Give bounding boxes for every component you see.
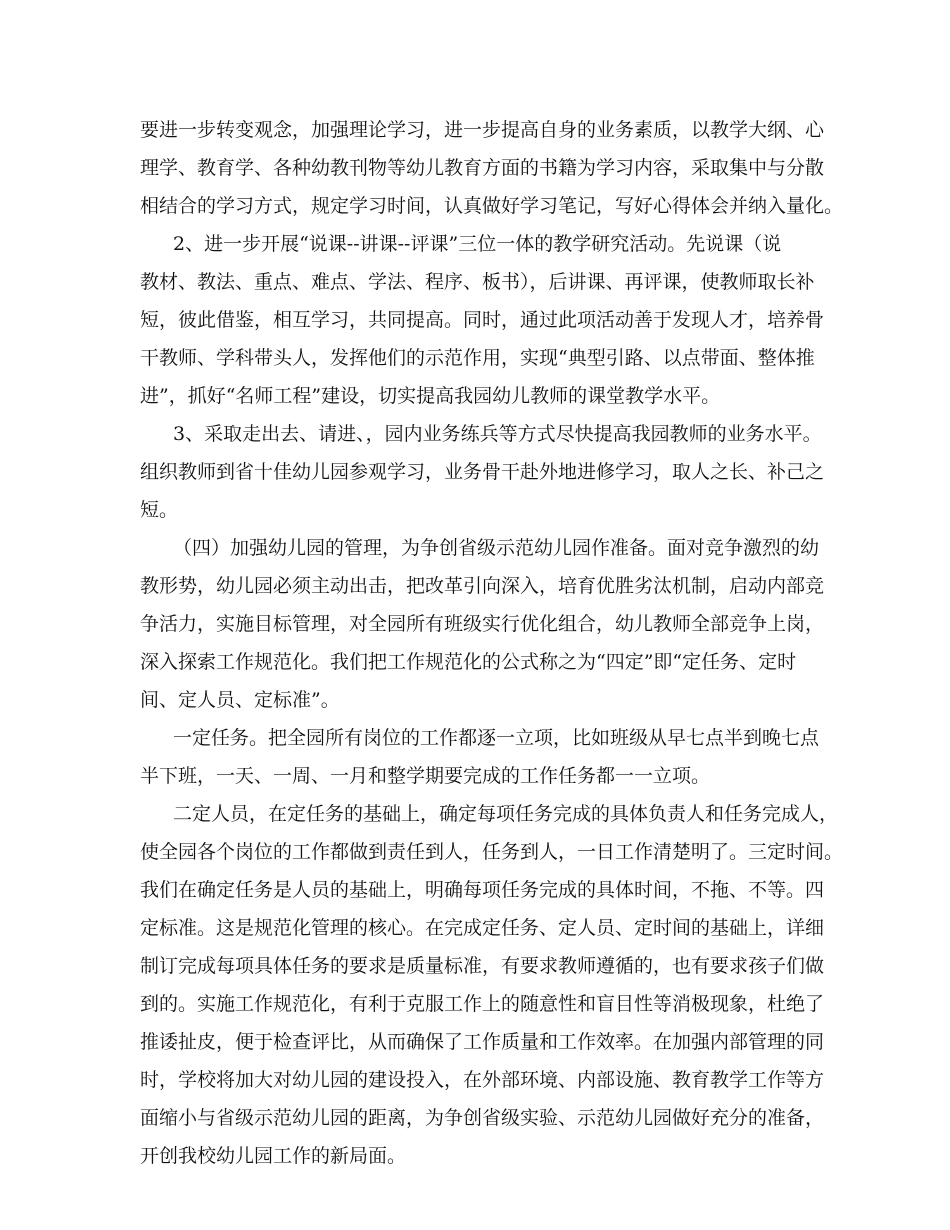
text-line: 开创我校幼儿园工作的新局面。	[140, 1145, 407, 1167]
text-line: 面缩小与省级示范幼儿园的距离，为争创省级实验、示范幼儿园做好充分的准备，	[140, 1107, 825, 1129]
text-line: 教形势，幼儿园必须主动出击，把改革引向深入，培育优胜劣汰机制，启动内部竞	[140, 575, 825, 597]
text-line: 时，学校将加大对幼儿园的建设投入，在外部环境、内部设施、教育教学工作等方	[140, 1069, 825, 1091]
text-line: 二定人员，在定任务的基础上，确定每项任务完成的具体负责人和任务完成人，	[173, 803, 839, 825]
text-line: 定标准。这是规范化管理的核心。在完成定任务、定人员、定时间的基础上，详细	[140, 917, 825, 939]
text-line: 教材、教法、重点、难点、学法、程序、板书），后讲课、再评课，使教师取长补	[140, 271, 815, 293]
text-line: 干教师、学科带头人，发挥他们的示范作用，实现“典型引路、以点带面、整体推	[140, 347, 815, 369]
text-line: 制订完成每项具体任务的要求是质量标准，有要求教师遵循的，也有要求孩子们做	[140, 955, 825, 977]
text-line: 短。	[140, 499, 179, 521]
text-line: 相结合的学习方式，规定学习时间，认真做好学习笔记，写好心得体会并纳入量化。	[140, 195, 844, 217]
text-line: 争活力，实施目标管理，对全园所有班级实行优化组合，幼儿教师全部竞争上岗，	[140, 613, 825, 635]
text-line: （四）加强幼儿园的管理，为争创省级示范幼儿园作准备。面对竞争激烈的幼	[173, 537, 820, 559]
text-line: 推诿扯皮，便于检查评比，从而确保了工作质量和工作效率。在加强内部管理的同	[140, 1031, 825, 1053]
text-line: 进”，抓好“名师工程”建设，切实提高我园幼儿教师的课堂教学水平。	[140, 385, 721, 407]
text-line: 间、定人员、定标准”。	[140, 689, 340, 711]
text-line: 理学、教育学、各种幼教刊物等幼儿教育方面的书籍为学习内容，采取集中与分散	[140, 157, 825, 179]
text-line: 2、进一步开展“说课--讲课--评课”三位一体的教学研究活动。先说课（说	[173, 233, 782, 255]
text-line: 组织教师到省十佳幼儿园参观学习，业务骨干赴外地进修学习，取人之长、补己之	[140, 461, 825, 483]
text-line: 使全园各个岗位的工作都做到责任到人，任务到人，一日工作清楚明了。三定时间。	[140, 841, 844, 863]
text-line: 一定任务。把全园所有岗位的工作都逐一立项，比如班级从早七点半到晚七点	[173, 727, 820, 749]
text-line: 深入探索工作规范化。我们把工作规范化的公式称之为“四定”即“定任务、定时	[140, 651, 797, 673]
text-line: 3、采取走出去、请进、，园内业务练兵等方式尽快提高我园教师的业务水平。	[173, 423, 822, 445]
text-line: 短，彼此借鉴，相互学习，共同提高。同时，通过此项活动善于发现人才，培养骨	[140, 309, 825, 331]
text-line: 半下班，一天、一周、一月和整学期要完成的工作任务都一一立项。	[140, 765, 711, 787]
text-line: 到的。实施工作规范化，有利于克服工作上的随意性和盲目性等消极现象，杜绝了	[140, 993, 825, 1015]
text-line: 要进一步转变观念，加强理论学习，进一步提高自身的业务素质，以教学大纲、心	[140, 119, 825, 141]
text-line: 我们在确定任务是人员的基础上，明确每项任务完成的具体时间，不拖、不等。四	[140, 879, 825, 901]
